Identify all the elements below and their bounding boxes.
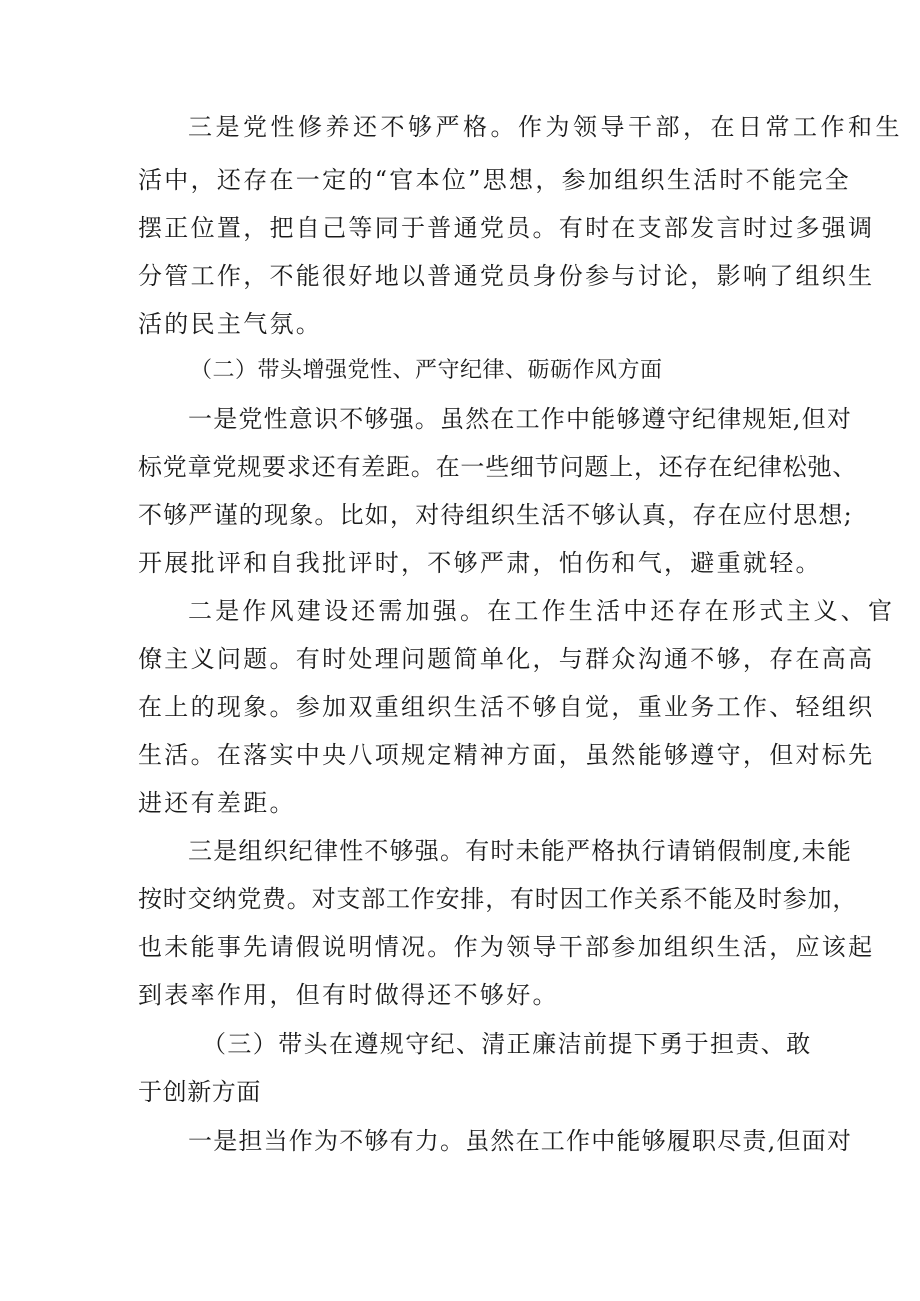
paragraph-1-line-5: 活的民主气氛。	[138, 310, 323, 338]
paragraph-4-line-2: 按时交纳党费。对支部工作安排，有时因工作关系不能及时参加，	[138, 885, 858, 913]
paragraph-3-line-3: 在上的现象。参加双重组织生活不够自觉，重业务工作、轻组织	[138, 693, 875, 721]
section-heading-2: （二）带头增强党性、严守纪律、砺砺作风方面	[190, 358, 663, 383]
paragraph-4-line-4: 到表率作用，但有时做得还不够好。	[138, 981, 559, 1009]
paragraph-1-line-4: 分管工作，不能很好地以普通党员身份参与讨论，影响了组织生	[138, 262, 875, 290]
section-heading-3-line-1: （三）带头在遵规守纪、清正廉洁前提下勇于担责、敢	[202, 1030, 812, 1058]
paragraph-1-line-1: 三是党性修养还不够严格。作为领导干部，在日常工作和生	[188, 113, 903, 141]
paragraph-2-line-1: 一是党性意识不够强。虽然在工作中能够遵守纪律规矩,但对	[188, 405, 853, 433]
paragraph-2-line-4: 开展批评和自我批评时，不够严肃，怕伤和气，避重就轻。	[138, 549, 822, 577]
paragraph-1-line-3: 摆正位置，把自己等同于普通党员。有时在支部发言时过多强调	[138, 214, 875, 242]
paragraph-2-line-2: 标党章党规要求还有差距。在一些细节问题上，还存在纪律松弛、	[138, 453, 858, 481]
paragraph-3-line-5: 进还有差距。	[138, 789, 296, 817]
paragraph-2-line-3: 不够严谨的现象。比如，对待组织生活不够认真，存在应付思想;	[138, 501, 853, 529]
paragraph-3-line-4: 生活。在落实中央八项规定精神方面，虽然能够遵守，但对标先	[138, 741, 875, 769]
paragraph-4-line-1: 三是组织纪律性不够强。有时未能严格执行请销假制度,未能	[188, 837, 853, 865]
paragraph-4-line-3: 也未能事先请假说明情况。作为领导干部参加组织生活，应该起	[138, 933, 875, 961]
paragraph-3-line-2: 僚主义问题。有时处理问题简单化，与群众沟通不够，存在高高	[138, 645, 875, 673]
paragraph-5-line-1: 一是担当作为不够有力。虽然在工作中能够履职尽责,但面对	[188, 1127, 853, 1155]
paragraph-3-line-1: 二是作风建设还需加强。在工作生活中还存在形式主义、官	[188, 597, 896, 625]
paragraph-1-line-2: 活中，还存在一定的“官本位”思想，参加组织生活时不能完全	[138, 166, 851, 194]
section-heading-3-line-2: 于创新方面	[138, 1078, 261, 1106]
